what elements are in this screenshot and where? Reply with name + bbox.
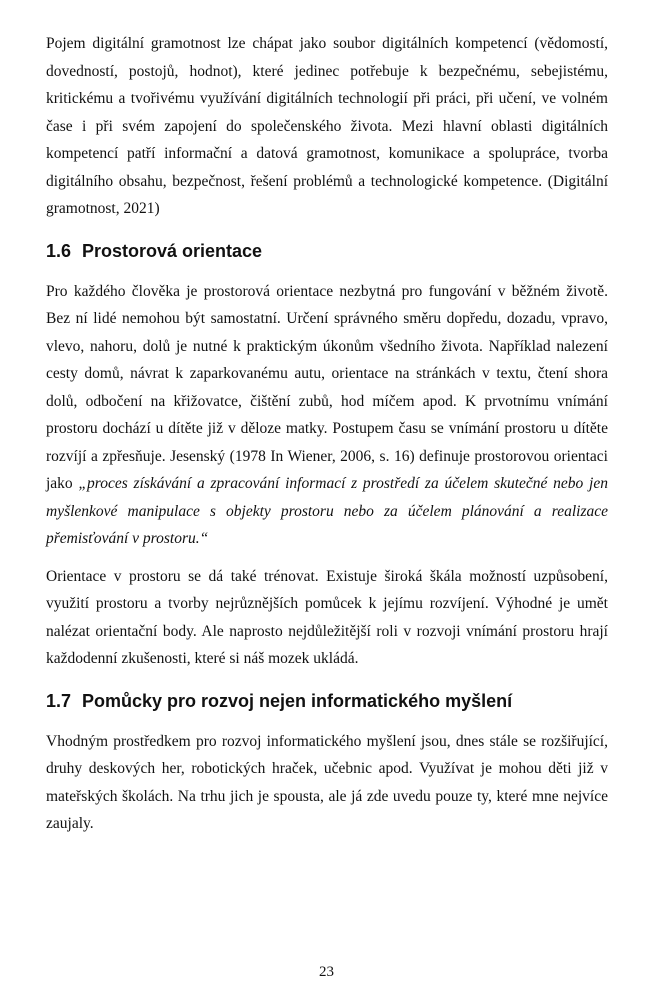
intro-paragraph: Pojem digitální gramotnost lze chápat jako soubor digitálních kompetencí (vědomostí, dovedností, postojů, hodnot), které jedinec potřebuje k bezpečnému, sebejistému, kritickému a tvořivému využívání digitálních technologií při práci, při učení, ve volném čase i při svém zapojení do společenského života. Mezi hlavní oblasti digitálních kompetencí patří informační a datová gramotnost, komunikace a spolupráce, tvorba digitálního obsahu, bezpečnost, řešení problémů a technologické kompetence. (Digitální gramotnost, 2021) <box>46 35 608 217</box>
section-number: 1.6 <box>46 240 72 261</box>
tools-paragraph: Vhodným prostředkem pro rozvoj informatického myšlení jsou, dnes stále se rozšiřující, druhy deskových her, robotických hraček, učebnic apod. Využívat je mohou děti již v mateřských školách. Na trhu jich je spousta, ale já zde uvedu pouze ty, které mne nejvíce zaujaly. <box>46 732 608 832</box>
section-heading-1-6 <box>46 238 608 264</box>
section-number: 1.7 <box>46 690 72 711</box>
orientation-training-paragraph: Orientace v prostoru se dá také trénovat. Existuje široká škála možností uzpůsobení, využití prostoru a tvorby nejrůznějších pomůcek k jejímu rozvíjení. Výhodné je umět nalézat orientační body. Ale naprosto nejdůležitější roli v rozvoji vnímání prostoru hrají každodenní zkušenosti, které si náš mozek ukládá. <box>46 567 608 667</box>
definition-quote: „proces získávání a zpracování informací z prostředí za účelem skutečné nebo jen myšlenkové manipulace s objekty prostoru nebo za účelem plánování a realizace přemisťování v prostoru.“ <box>46 475 608 547</box>
page-content <box>46 30 608 838</box>
page-number: 23 <box>319 964 334 980</box>
paragraph-text: Pro každého člověka je prostorová orientace nezbytná pro fungování v běžném životě. Bez ní lidé nemohou být samostatní. Určení správného směru dopředu, dozadu, vpravo, vlevo, nahoru, dolů je nutné k praktickým úkonům všedního života. Například nalezení cesty domů, návrat k zaparkovanému autu, orientace na stránkách v textu, čtení shora dolů, odbočení na křižovatce, čištění zubů, hod míčem apod. K prvotnímu vnímání prostoru dochází u dítěte již v děloze matky. Postupem času se vnímání prostoru u dítěte rozvíjí a zpřesňuje. Jesenský (1978 In Wiener, 2006, s. 16) definuje prostorovou orientaci jako <box>46 282 608 492</box>
spatial-orientation-paragraph <box>46 278 608 553</box>
section-title: Prostorová orientace <box>82 240 263 261</box>
section-heading-1-7 <box>46 688 608 714</box>
section-title: Pomůcky pro rozvoj nejen informatického myšlení <box>82 690 513 711</box>
